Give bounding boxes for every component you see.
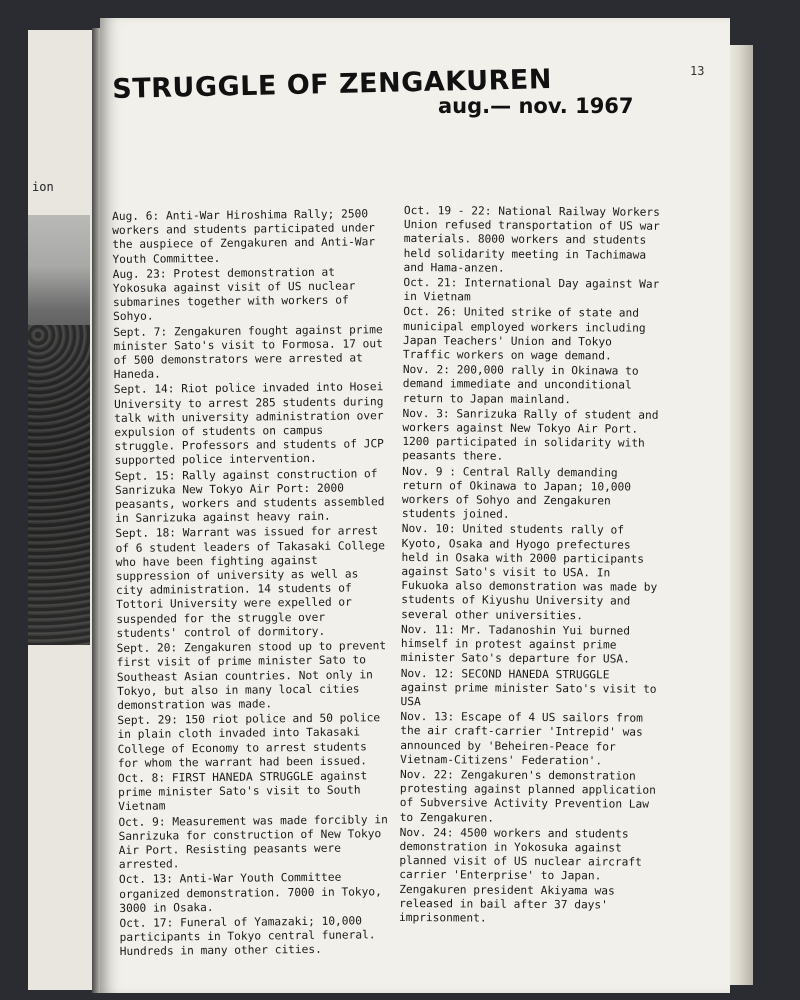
chronology-entry	[401, 623, 663, 667]
chronology-entry	[402, 465, 664, 524]
page-number: 13	[690, 64, 705, 78]
entry-date: Sept. 29:	[117, 713, 179, 728]
chronology-entry	[113, 323, 390, 383]
entry-text: Warrant was issued for arrest of 6 student leaders of Takasaki College who have been fighting against suppression of university as well as city administration. 14 students of Tottori University were expelled or suspended for the struggle over students' control of dormitory.	[115, 524, 386, 640]
chronology-entry	[118, 769, 394, 814]
chronology-entry	[400, 710, 662, 769]
chronology-entry	[399, 826, 662, 927]
entry-date: Nov. 22:	[399, 767, 454, 782]
crowd-photo	[28, 215, 90, 645]
entry-date: Nov. 24:	[399, 825, 454, 840]
entry-date: Oct. 9:	[118, 815, 166, 829]
entry-text: Protest demonstration at Yokosuka against visit of US nuclear submarines together with workers of Sohyo.	[112, 265, 356, 324]
entry-text: Zengakuren fought against prime minister Sato's visit to Formosa. 17 out of 500 demonstrators were arrested at Haneda.	[113, 322, 383, 382]
entry-date: Nov. 3:	[402, 406, 450, 421]
entry-date: Nov. 10:	[401, 522, 456, 536]
left-page-text-fragment: ion	[32, 180, 54, 194]
entry-text: Zengakuren stood up to prevent first visit of prime minister Sato to Southeast Asian countries. Not only in Tokyo, but also in many local cities demonstration was made.	[116, 639, 387, 712]
entry-text: Mr. Tadanoshin Yui burned himself in protest against prime minister Sato's departure for USA.	[400, 623, 631, 666]
entry-date: Nov. 2:	[402, 363, 451, 377]
entry-date: Sept. 7:	[113, 325, 168, 339]
entry-text: FIRST HANEDA STRUGGLE against prime minister Sato's visit to South Vietnam	[118, 769, 368, 814]
entry-text: Anti-War Youth Committee organized demonstration. 7000 in Tokyo, 3000 in Osaka.	[119, 870, 382, 915]
entry-text: Sanrizuka Rally of student and workers against New Tokyo Air Port. 1200 participated in solidarity with peasants there.	[402, 407, 659, 464]
chronology-entry	[400, 666, 662, 710]
entry-date: Sept. 14:	[113, 382, 175, 397]
entry-text: Rally against construction of Sanrizuka New Tokyo Air Port: 2000 peasants, workers and students assembled in Sanrizuka against heavy rain.	[114, 466, 385, 526]
crowd-photo-texture	[28, 325, 90, 645]
chronology-entry	[404, 204, 666, 277]
entry-text: Funeral of Yamazaki; 10,000 participants in Tokyo central funeral. Hundreds in many other cities.	[119, 914, 376, 959]
chronology-entry	[115, 525, 392, 642]
entry-date: Nov. 11:	[400, 622, 455, 637]
entry-date: Nov. 13:	[400, 710, 455, 724]
entry-date: Aug. 6:	[112, 209, 160, 223]
entry-text: Escape of 4 US sailors from the air craft-carrier 'Intrepid' was announced by 'Beheiren-Peace for Vietnam-Citizens' Federation'.	[400, 710, 643, 768]
chronology-entry	[401, 522, 664, 623]
entry-text: Riot police invaded into Hosei University to arrest 285 students during talk with university administration over expulsion of students on campus struggle. Professors and students of JCP supported police intervention.	[113, 380, 384, 468]
chronology-entry	[402, 407, 664, 466]
entry-text: Central Rally demanding return of Okinawa to Japan; 10,000 workers of Sohyo and Zengakuren students joined.	[401, 465, 632, 522]
chronology-entry	[119, 870, 395, 915]
entry-text: Zengakuren's demonstration protesting against planned application of Subversive Activity Prevention Law to Zengakuren.	[399, 768, 656, 825]
entry-date: Sept. 18:	[115, 526, 177, 541]
entry-date: Oct. 13:	[118, 872, 173, 887]
chronology-entry	[400, 768, 662, 827]
entry-date: Nov. 12:	[400, 666, 455, 680]
chronology-entry	[113, 265, 390, 325]
date-range: aug.— nov. 1967	[438, 94, 634, 118]
chronology-entry	[114, 381, 391, 469]
chronology-entry	[403, 276, 665, 306]
chronology-entry	[115, 467, 392, 527]
entry-text: 200,000 rally in Okinawa to demand immediate and unconditional return to Japan mainland.	[402, 363, 639, 406]
entry-text: National Railway Workers Union refused transportation of US war materials. 8000 workers and students held solidarity meeting in Tachimawa and Hama-anzen.	[403, 204, 660, 275]
entry-text: Anti-War Hiroshima Rally; 2500 workers and students participated under the auspiece of Zengakuren and Anti-War Youth Committee.	[112, 207, 376, 266]
entry-text: International Day against War in Vietnam	[403, 276, 660, 304]
entry-date: Sept. 20:	[116, 641, 178, 656]
chronology-entry	[118, 813, 395, 873]
document-page	[100, 18, 730, 993]
entry-date: Oct. 21:	[403, 276, 458, 290]
entry-date: Oct. 26:	[403, 305, 458, 319]
entry-date: Oct. 8:	[117, 771, 166, 785]
chronology-entry	[117, 639, 394, 713]
entry-text: United students rally of Kyoto, Osaka and Hyogo prefectures held in Osaka with 2000 participants against Sato's visit to USA. In Fukuoka also demonstration was made by students of Kiyushu University and several other universities.	[401, 522, 658, 622]
entry-text: United strike of state and municipal employed workers including Japan Teachers' Union and Tokyo Traffic workers on wage demand.	[402, 305, 646, 363]
right-column	[399, 204, 666, 928]
entry-text: SECOND HANEDA STRUGGLE against prime minister Sato's visit to USA	[400, 666, 657, 709]
left-column	[112, 207, 396, 960]
page-title: STRUGGLE OF ZENGAKUREN	[112, 64, 553, 105]
entry-date: Sept. 15:	[114, 469, 176, 483]
chronology-entry	[119, 914, 395, 959]
entry-date: Oct. 17:	[119, 916, 174, 930]
chronology-entry	[403, 305, 665, 364]
entry-date: Aug. 23:	[112, 267, 167, 281]
chronology-entry	[403, 363, 665, 407]
entry-text: 150 riot police and 50 police in plain cloth invaded into Takasaki College of Economy to arrest students for whom the warrant had been issued.	[117, 711, 381, 770]
entry-date: Nov. 9 :	[402, 464, 457, 479]
entry-date: Oct. 19 - 22:	[403, 204, 492, 218]
chronology-entry	[117, 711, 394, 771]
chronology-entry	[112, 207, 389, 267]
entry-text: 4500 workers and students demonstration in Yokosuka against planned visit of US nuclear aircraft carrier 'Enterprise' to Japan. Zengakuren president Akiyama was released in bail after 37 days' imprisonment.	[398, 826, 642, 925]
entry-text: Measurement was made forcibly in Sanrizuka for construction of New Tokyo Air Port. Resisting peasants were arrested.	[118, 812, 388, 872]
